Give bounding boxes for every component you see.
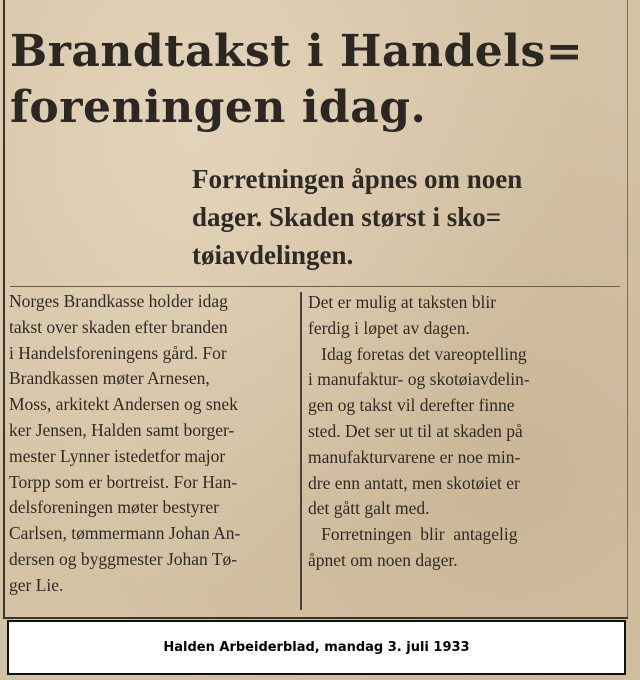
clipping-border-left	[3, 0, 5, 618]
column-line: åpnet om noen dager.	[308, 549, 458, 570]
column-line: sted. Det ser ut til at skaden på	[308, 420, 523, 441]
column-line: Moss, arkitekt Andersen og snek	[9, 394, 238, 415]
column-line: dersen og byggmester Johan Tø-	[9, 548, 238, 569]
column-line: takst over skaden efter branden	[9, 316, 228, 337]
column-line: Norges Brandkasse holder idag	[9, 291, 228, 311]
headline-line-2: foreningen idag.	[10, 82, 427, 133]
column-line: Idag foretas det vareoptelling	[308, 343, 527, 364]
subheading-line-1: Forretningen åpnes om noen	[192, 164, 523, 194]
column-line: det gått galt med.	[308, 498, 430, 519]
column-line: i manufaktur- og skotøiavdelin-	[308, 369, 530, 390]
column-line: mester Lynner istedetfor major	[9, 445, 226, 466]
article-column-left	[9, 289, 294, 599]
column-line: gen og takst vil derefter finne	[308, 395, 515, 416]
column-line: delsforeningen møter bestyrer	[9, 497, 219, 518]
column-line: Torpp som er bortreist. For Han-	[9, 471, 238, 492]
column-line: manufakturvarene er noe min-	[308, 446, 521, 467]
column-line: Det er mulig at taksten blir	[308, 292, 497, 312]
column-line: Brandkassen møter Arnesen,	[9, 368, 210, 389]
clipping-border-bottom	[3, 617, 628, 619]
headline	[10, 24, 610, 136]
subheading-line-3: tøiavdelingen.	[192, 240, 354, 270]
clipping-border-right	[627, 0, 628, 618]
column-line: ferdig i løpet av dagen.	[308, 317, 470, 338]
source-caption: Halden Arbeiderblad, mandag 3. juli 1933	[7, 620, 626, 675]
subheading-line-2: dager. Skaden størst i sko=	[192, 202, 502, 232]
column-line: Carlsen, tømmermann Johan An-	[9, 523, 241, 544]
column-line: Forretningen blir antagelig	[308, 524, 518, 545]
article-column-right	[308, 290, 592, 574]
column-line: dre enn antatt, men skotøiet er	[308, 472, 520, 493]
headline-line-1: Brandtakst i Handels=	[10, 26, 584, 77]
column-line: i Handelsforeningens gård. For	[9, 342, 227, 363]
column-divider	[300, 292, 302, 610]
subheading	[192, 160, 612, 274]
column-line: ger Lie.	[9, 574, 64, 595]
column-line: ker Jensen, Halden samt borger-	[9, 419, 235, 440]
horizontal-rule	[10, 286, 620, 287]
